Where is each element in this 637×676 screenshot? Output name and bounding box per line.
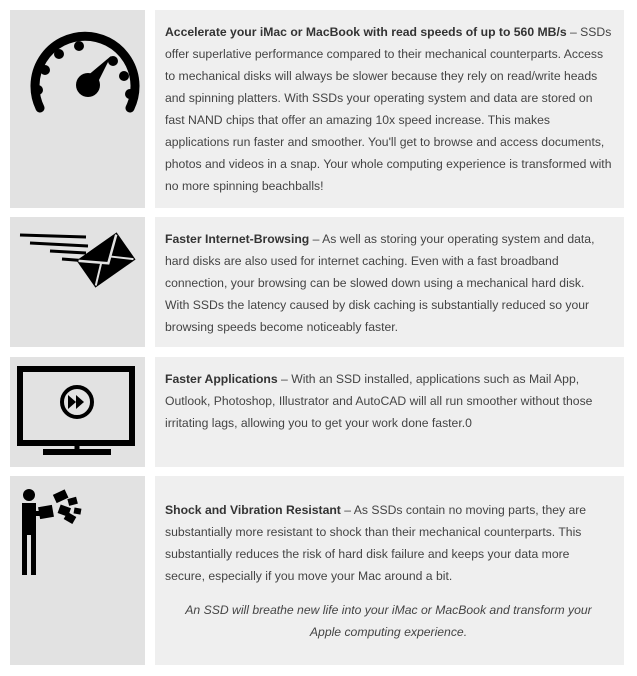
feature-title: Shock and Vibration Resistant (165, 503, 341, 517)
feature-row-shock (10, 476, 624, 665)
feature-body: – As well as storing your operating system and data, hard disks are also used for internet caching. Even with a fast broadband connection, your browsing can be slowed down using a mechanical hard disk. With SSDs the latency caused by disk caching is substantially reduced so your browsing speeds become noticeably faster. (165, 232, 595, 334)
monitor-play-icon (10, 357, 145, 467)
feature-icon-cell (10, 217, 145, 347)
closing-quote: An SSD will breathe new life into your iMac or MacBook and transform your Apple computing experience. (185, 603, 592, 639)
feature-row-applications (10, 357, 624, 467)
feature-icon-cell (10, 357, 145, 467)
feature-row-speed (10, 10, 624, 208)
flying-envelope-icon (10, 217, 145, 347)
feature-body: – As SSDs contain no moving parts, they are substantially more resistant to shock than their mechanical counterparts. This substantially reduces the risk of hard disk failure and keeps your data more secure, especially if you move your Mac around a bit. (165, 503, 587, 583)
feature-text (155, 476, 624, 665)
feature-title: Accelerate your iMac or MacBook with read speeds of up to 560 MB/s (165, 25, 567, 39)
feature-row-browsing (10, 217, 624, 347)
feature-body: – With an SSD installed, applications such as Mail App, Outlook, Photoshop, Illustrator and AutoCAD will all run smoother without those irritating lags, allowing you to get your work done faster.0 (165, 372, 593, 430)
feature-title: Faster Applications (165, 372, 278, 386)
person-dropping-boxes-icon (10, 476, 145, 665)
feature-icon-cell (10, 476, 145, 665)
feature-title: Faster Internet-Browsing (165, 232, 310, 246)
feature-body: – SSDs offer superlative performance compared to their mechanical counterparts. Access to mechanical disks will always be slower because they rely on read/write heads and spinning platters. With SSDs your operating system and data are stored on fast NAND chips that offer an amazing 10x speed increase. This makes applications run faster and smoother. You'll get to browse and access documents, photos and videos in a snap. Your whole computing experience is transformed with no more spinning beachballs! (165, 25, 612, 193)
speedometer-icon (10, 10, 145, 208)
feature-text (155, 357, 624, 467)
feature-icon-cell (10, 10, 145, 208)
feature-text (155, 217, 624, 347)
feature-text (155, 10, 624, 208)
